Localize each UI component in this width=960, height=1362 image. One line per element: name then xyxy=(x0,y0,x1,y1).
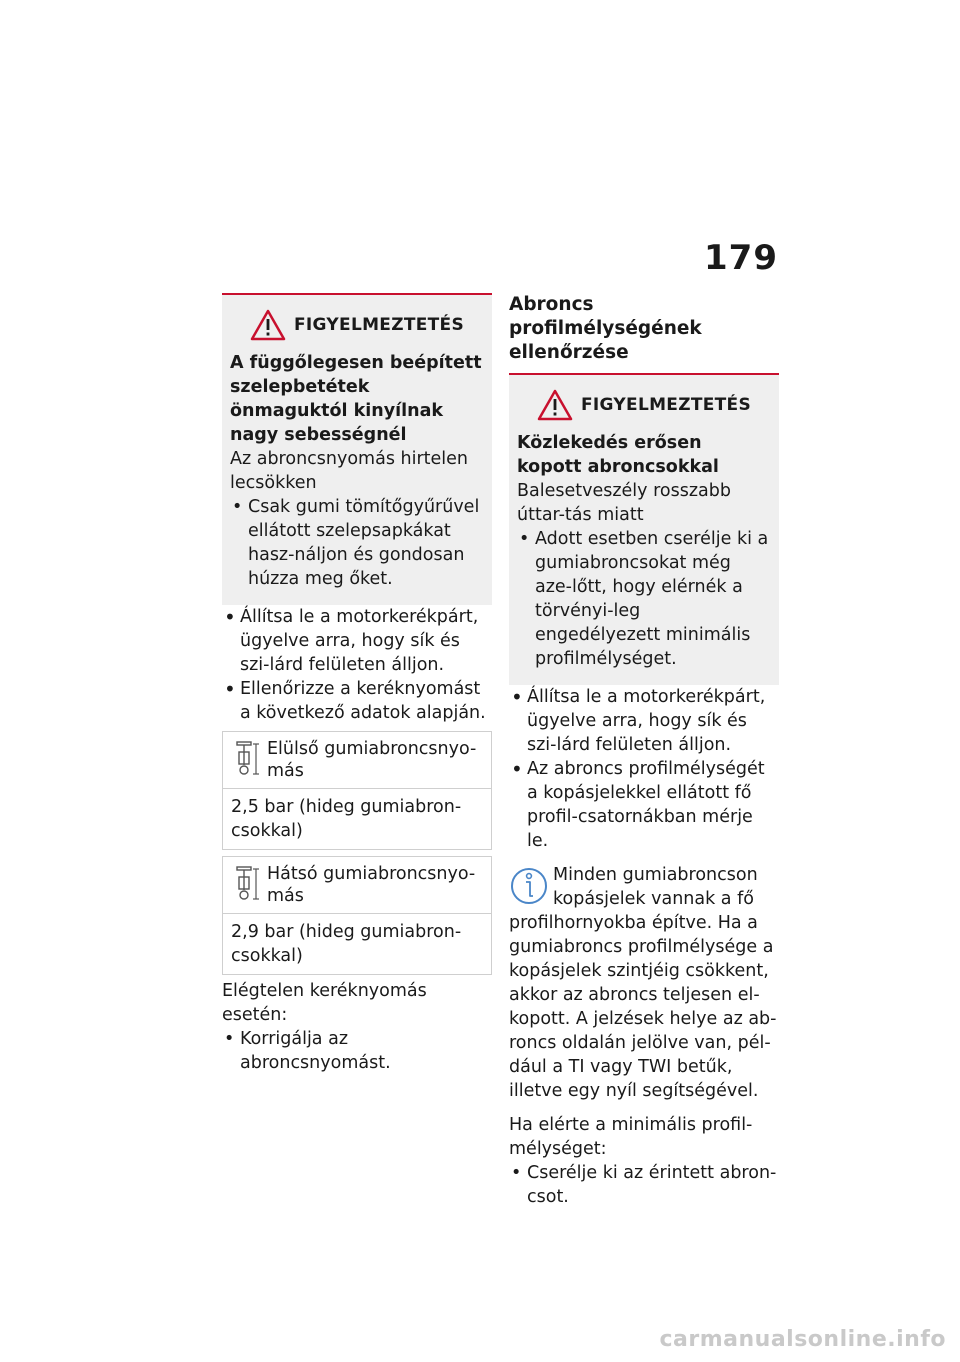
low-pressure-intro: Elégtelen keréknyomás esetén: xyxy=(222,981,427,1025)
steps-list xyxy=(222,605,492,725)
right-column xyxy=(509,293,779,1209)
list-item: • Ellenőrizze a keréknyomást a következő adatok alapján. xyxy=(222,677,492,725)
warning-header xyxy=(517,389,771,421)
warning-bullets xyxy=(517,527,771,671)
pressure-table-front xyxy=(222,731,492,850)
min-depth-steps xyxy=(509,1161,779,1209)
pressure-table-rear xyxy=(222,856,492,975)
list-item: • Csak gumi tömítőgyűrűvel ellátott szelepsapkákat hasz-náljon és gondosan húzza meg őket. xyxy=(230,495,484,591)
pressure-table-header xyxy=(223,732,491,789)
info-text: Minden gumiabroncson kopásjelek vannak a fő profilhornyokba építve. Ha a gumiabroncs profilmélysége a kopásjelek szintjéig csökkent, akkor az abroncs teljesen el-kopott. A jelzések helye az ab-roncs oldalán jelölve van, pél-dául a TI vagy TWI betűk, illetve egy nyíl segítségével. xyxy=(509,865,777,1101)
pressure-label: Hátsó gumiabroncsnyo-más xyxy=(267,864,476,906)
warning-box-valve xyxy=(222,293,492,605)
warning-box-tread xyxy=(509,373,779,685)
tire-pressure-gauge-icon xyxy=(231,865,261,903)
list-item: • Az abroncs profilmélységét a kopásjelekkel ellátott fő profil-csatornákban mérje le. xyxy=(509,757,779,853)
warning-text: Balesetveszély rosszabb úttar-tás miatt xyxy=(517,481,731,525)
list-item: • Állítsa le a motorkerékpárt, ügyelve arra, hogy sík és szi-lárd felületen álljon. xyxy=(222,605,492,677)
warning-headline: Közlekedés erősen kopott abroncsokkal xyxy=(517,433,719,477)
warning-title: FIGYELMEZTETÉS xyxy=(581,395,751,415)
left-column xyxy=(222,293,492,1075)
pressure-value: 2,5 bar (hideg gumiabron-csokkal) xyxy=(231,797,462,841)
info-note xyxy=(509,863,779,1103)
warning-bullets xyxy=(230,495,484,591)
pressure-value: 2,9 bar (hideg gumiabron-csokkal) xyxy=(231,922,462,966)
page-number: 179 xyxy=(704,238,778,278)
steps-list xyxy=(509,685,779,853)
warning-triangle-icon xyxy=(537,389,573,421)
section-title: Abroncs profilmélységének ellenőrzése xyxy=(509,294,702,363)
pressure-table-header xyxy=(223,857,491,914)
list-item: • Adott esetben cserélje ki a gumiabroncsokat még aze-lőtt, hogy elérnék a törvényi-leg engedélyezett minimális profilmélységet. xyxy=(517,527,771,671)
warning-header xyxy=(230,309,484,341)
list-item: • Korrigálja az abroncsnyomást. xyxy=(222,1027,492,1075)
list-item: • Cserélje ki az érintett abron-csot. xyxy=(509,1161,779,1209)
tire-pressure-gauge-icon xyxy=(231,740,261,778)
warning-text: Az abroncsnyomás hirtelen lecsökken xyxy=(230,449,469,493)
footer-watermark: carmanualsonline.info xyxy=(659,1327,946,1352)
warning-title: FIGYELMEZTETÉS xyxy=(294,315,464,335)
warning-triangle-icon xyxy=(250,309,286,341)
info-icon xyxy=(509,865,549,907)
min-depth-intro: Ha elérte a minimális profil-mélységet: xyxy=(509,1115,753,1159)
pressure-label: Elülső gumiabroncsnyo-más xyxy=(267,739,477,781)
list-item: • Állítsa le a motorkerékpárt, ügyelve arra, hogy sík és szi-lárd felületen álljon. xyxy=(509,685,779,757)
low-pressure-steps xyxy=(222,1027,492,1075)
warning-headline: A függőlegesen beépített szelepbetétek önmaguktól kinyílnak nagy sebességnél xyxy=(230,353,482,445)
